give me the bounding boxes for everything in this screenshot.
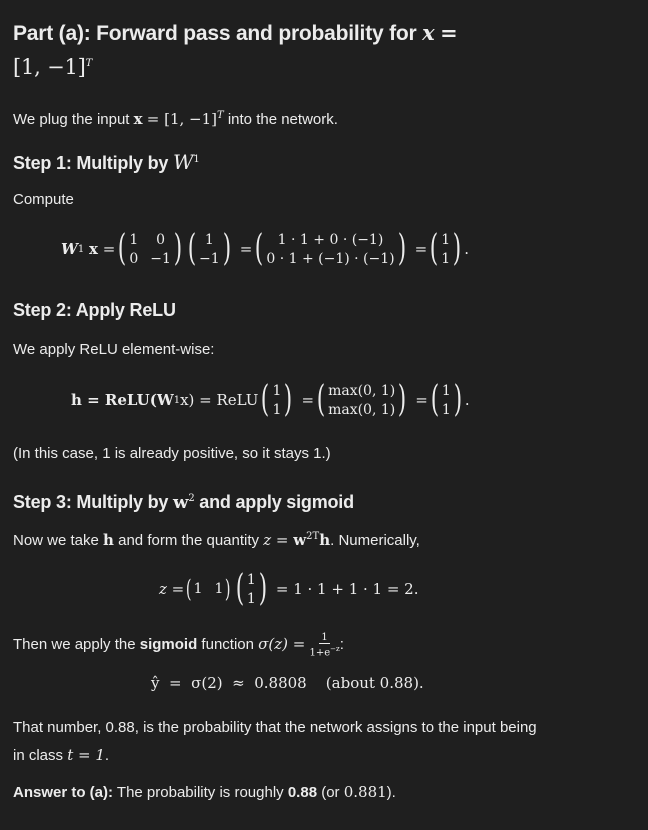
step2-result: ( 1 1 ) <box>430 379 463 420</box>
conclusion-line2: in class t = 1. <box>13 746 110 764</box>
step1-equation: W 1 x = ( 1 0 0 −1 ) ( 1 −1 ) = ( 1 · 1 + 0 · (−1) 0 · 1 + (−1) · (−1) ) = ( 1 1 ) . <box>61 228 470 269</box>
relu-input: ( 1 1 ) <box>261 379 293 420</box>
step2-equation: h = ReLU(W 1 x) = ReLU ( 1 1 ) = ( max(0, 1) max(0, 1) ) = ( 1 1 ) . <box>71 379 470 420</box>
step1-heading: Step 1: Multiply by $W^1$ <box>13 150 200 174</box>
matrix-w1: ( 1 0 0 −1 ) <box>118 228 183 269</box>
intro-text: We plug the input x = [1, −1]$^T$ into the network. <box>13 110 338 128</box>
vector-x: ( 1 −1 ) <box>187 228 231 269</box>
conclusion-line1: That number, 0.88, is the probability that the network assigns to the input being <box>13 719 537 736</box>
page-title: Part (a): Forward pass and probability for x = [1, −1]$^T$ <box>13 20 458 79</box>
step1-compute-label: Compute <box>13 191 74 208</box>
sigmoid-text: Then we apply the sigmoid function σ(z) = $\frac{1}{1+e^{-z}}$ : <box>13 632 344 659</box>
step3-equation: z = ( 1 1 ) ( 1 1 ) = 1 · 1 + 1 · 1 = 2. <box>159 568 419 609</box>
relu-expanded: ( max(0, 1) max(0, 1) ) <box>316 379 407 420</box>
yhat-equation: ŷ = σ(2) ≈ 0.8808 (about 0.88). <box>151 674 424 692</box>
answer-line: Answer to (a): The probability is roughly 0.88 (or 0.881). <box>13 783 396 801</box>
step3-heading: Step 3: Multiply by $w^2$ and apply sigmoid <box>13 492 354 513</box>
expanded-product: ( 1 · 1 + 0 · (−1) 0 · 1 + (−1) · (−1) ) <box>255 228 406 269</box>
step1-result: ( 1 1 ) <box>430 228 462 269</box>
step2-heading: Step 2: Apply ReLU <box>13 300 176 320</box>
h-column: ( 1 1 ) <box>235 568 268 609</box>
step2-desc: We apply ReLU element-wise: <box>13 341 215 358</box>
w2-row: ( 1 1 ) <box>186 575 231 603</box>
step3-desc: Now we take h and form the quantity $z = w^{2T}h$. Numerically, <box>13 531 420 549</box>
step2-note: (In this case, 1 is already positive, so it stays 1.) <box>13 445 331 462</box>
sigmoid-fraction: $\frac{1}{1+e^{-z}}$ <box>309 632 340 659</box>
